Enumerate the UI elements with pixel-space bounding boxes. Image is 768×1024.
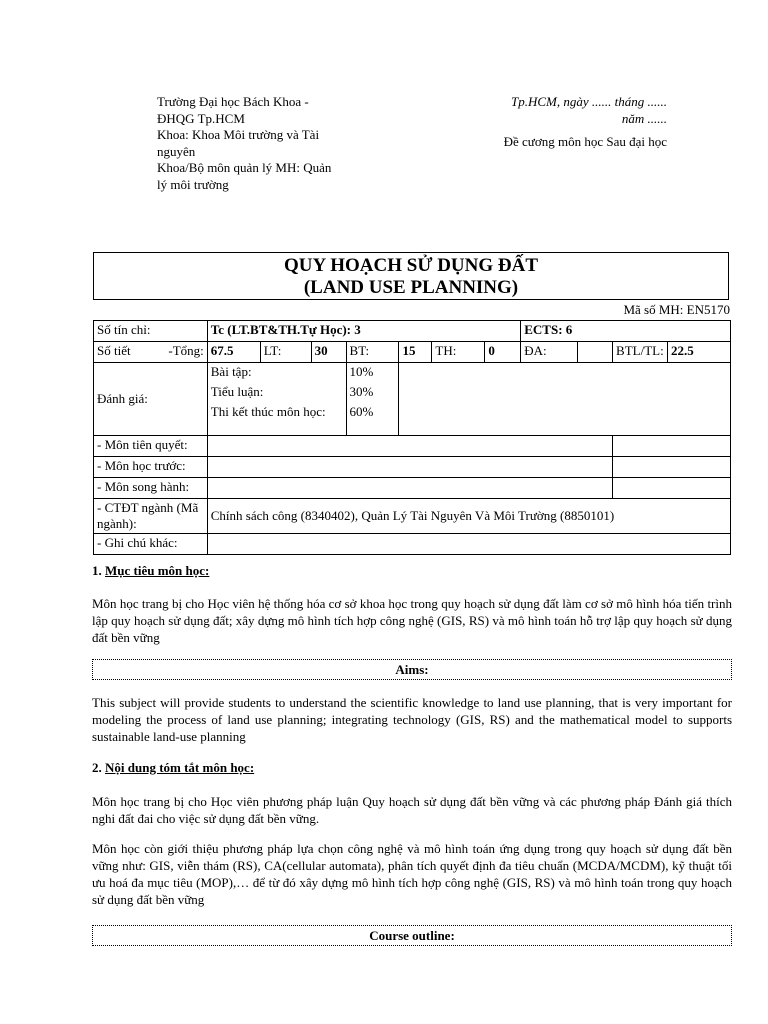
- evaluation-label: Đánh giá:: [94, 363, 208, 436]
- th-value: 0: [485, 342, 521, 363]
- ects-value: ECTS: 6: [521, 321, 731, 342]
- eval-item-name: Bài tập:: [210, 364, 252, 379]
- credits-label: Số tín chỉ:: [94, 321, 208, 342]
- lt-value: 30: [311, 342, 346, 363]
- parallel-label: - Môn song hành:: [94, 478, 208, 499]
- prior-value: [207, 457, 612, 478]
- header-left: [157, 94, 357, 193]
- credits-value: Tc (LT.BT&TH.Tự Học): 3: [207, 321, 520, 342]
- course-title-box: [93, 252, 729, 300]
- bt-value: 15: [399, 342, 432, 363]
- btl-value: 22.5: [668, 342, 731, 363]
- table-row-evaluation: [94, 363, 731, 436]
- evaluation-inner: [208, 363, 346, 423]
- section-2-number: 2.: [92, 760, 102, 775]
- course-title-vi: QUY HOẠCH SỬ DỤNG ĐẤT: [283, 255, 539, 276]
- section-2-title: Nội dung tóm tắt môn học:: [105, 760, 255, 775]
- table-row-prior: [94, 457, 731, 478]
- aims-heading: Aims:: [92, 659, 732, 680]
- evaluation-items: [207, 363, 346, 436]
- department-line-2: lý môi trường: [157, 176, 229, 192]
- section-2-heading: [92, 760, 254, 776]
- eval-item-pct: 30%: [349, 384, 374, 399]
- faculty-line-1: Khoa: Khoa Môi trường và Tài: [157, 127, 320, 142]
- section-1-heading: [92, 563, 209, 579]
- prereq-label: - Môn tiên quyết:: [94, 436, 208, 457]
- prereq-extra: [613, 436, 731, 457]
- course-outline-heading: Course outline:: [92, 925, 732, 946]
- faculty-line-2: nguyên: [157, 143, 196, 159]
- total-label: -Tổng:: [168, 343, 204, 358]
- parallel-value: [207, 478, 612, 499]
- notes-label: - Ghi chú khác:: [94, 534, 208, 555]
- header-right: [470, 94, 667, 151]
- table-row-periods: [94, 342, 731, 363]
- th-label: TH:: [432, 342, 485, 363]
- periods-text: Số tiết: [97, 343, 131, 358]
- table-row-parallel: [94, 478, 731, 499]
- section-2-body-2: Môn học còn giới thiệu phương pháp lựa chọn công nghệ và mô hình toán ứng dụng trong quy hoạch sử dụng đất bền vững như: GIS, viễn thám (RS), CA(cellular automata), phân tích quyết định đa tiêu chuẩn (MCDA/MCDM), kỹ thuật tối ưu hoá đa mục tiêu (MOP),… để từ đó xây dựng mô hình tích hợp công nghệ (GIS, RS) và mô hình toán trong quy hoạch sử dụng đất bền vững: [92, 841, 732, 907]
- lt-label: LT:: [260, 342, 311, 363]
- eval-item-pct: 60%: [349, 404, 374, 419]
- table-row-credits: [94, 321, 731, 342]
- evaluation-empty: [399, 363, 731, 436]
- notes-value: [207, 534, 730, 555]
- evaluation-pct-inner: [347, 363, 399, 423]
- section-1-body: Môn học trang bị cho Học viên hệ thống hóa cơ sở khoa học trong quy hoạch sử dụng đất làm cơ sở mô hình hóa tiến trình lập quy hoạch sử dụng đất; xây dựng mô hình tích hợp công nghệ (GIS, RS) và mô hình toán hỗ trợ lập quy hoạch sử dụng đất bền vững: [92, 596, 732, 645]
- periods-label: [94, 342, 208, 363]
- prior-extra: [613, 457, 731, 478]
- course-code: Mã số MH: EN5170: [623, 302, 730, 317]
- course-info-table: [93, 320, 731, 555]
- eval-item-name: Thi kết thúc môn học:: [210, 404, 326, 419]
- date-line-2: năm ......: [621, 110, 667, 126]
- program-label: - CTĐT ngành (Mã ngành):: [94, 499, 208, 534]
- da-label: ĐA:: [521, 342, 578, 363]
- table-row-program: [94, 499, 731, 534]
- aims-body: This subject will provide students to understand the scientific knowledge to land use planning, that is very important for modeling the process of land use planning; integrating technology (GIS, RS) and the mathematical model to supports sustainable land-use planning: [92, 695, 732, 744]
- table-row-notes: [94, 534, 731, 555]
- bt-label: BT:: [346, 342, 399, 363]
- university-line-1: Trường Đại học Bách Khoa -: [157, 94, 309, 109]
- total-value: 67.5: [207, 342, 260, 363]
- section-2-body-1: Môn học trang bị cho Học viên phương pháp luận Quy hoạch sử dụng đất bền vững và các phương pháp Đánh giá thích nghi đất đai cho việc sử dụng đất bền vững.: [92, 794, 732, 826]
- department-line-1: Khoa/Bộ môn quản lý MH: Quản: [157, 160, 332, 175]
- document-type: Đề cương môn học Sau đại học: [503, 134, 667, 149]
- eval-item-pct: 10%: [349, 364, 374, 379]
- da-value: [578, 342, 613, 363]
- program-value: Chính sách công (8340402), Quản Lý Tài Nguyên Và Môi Trường (8850101): [207, 499, 730, 534]
- prereq-value: [207, 436, 612, 457]
- prior-label: - Môn học trước:: [94, 457, 208, 478]
- section-1-title: Mục tiêu môn học:: [105, 563, 210, 578]
- eval-item-name: Tiểu luận:: [210, 384, 264, 399]
- btl-label: BTL/TL:: [613, 342, 668, 363]
- parallel-extra: [613, 478, 731, 499]
- university-line-2: ĐHQG Tp.HCM: [157, 110, 245, 126]
- table-row-prereq: [94, 436, 731, 457]
- evaluation-percents: [346, 363, 399, 436]
- date-line-1: Tp.HCM, ngày ...... tháng ......: [511, 94, 667, 109]
- section-1-number: 1.: [92, 563, 102, 578]
- course-title-en: (LAND USE PLANNING): [303, 277, 519, 298]
